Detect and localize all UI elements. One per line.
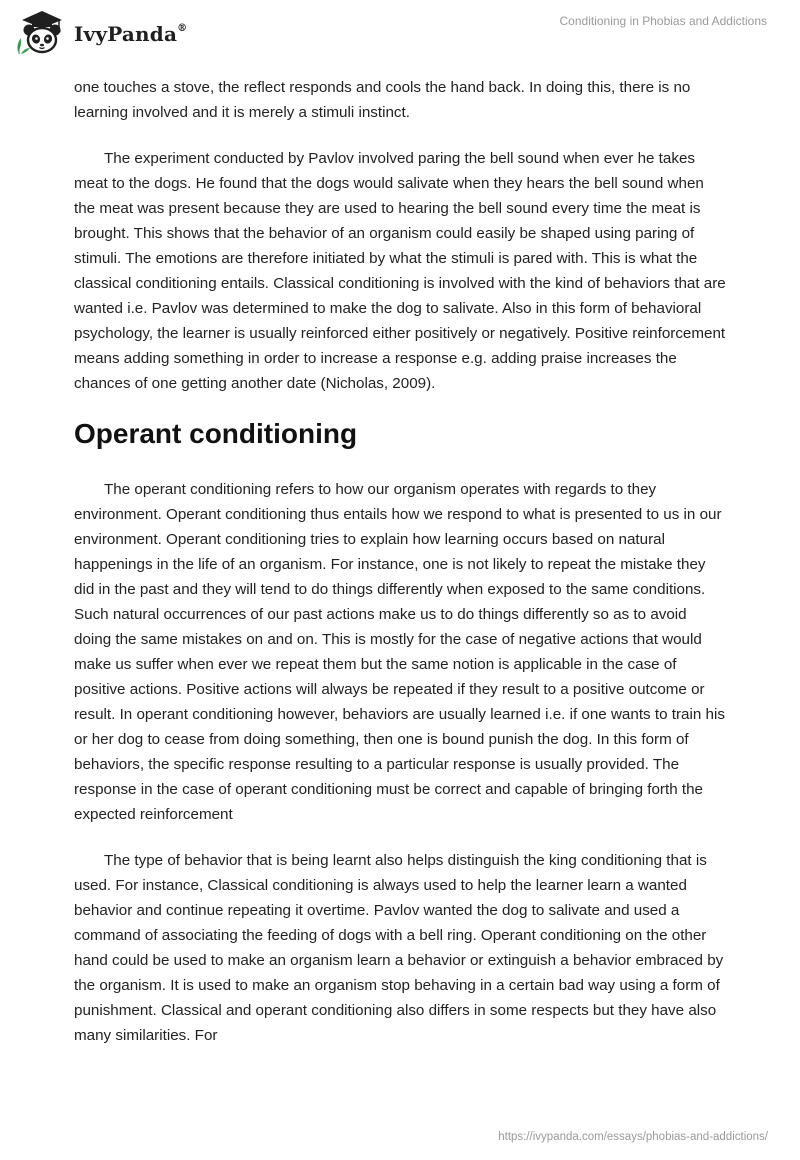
registered-mark: ® xyxy=(177,23,188,35)
ivypanda-logo[interactable] xyxy=(12,8,187,56)
paragraph-2: The experiment conducted by Pavlov involved paring the bell sound when ever he takes meat to the dogs. He found that the dogs would salivate when they hears the bell sound when the meat was present because they are used to hearing the bell sound every time the meat is brought. This shows that the behavior of an organism could easily be shaped using paring of stimuli. The emotions are therefore initiated by what the stimuli is pared with. This is what the classical conditioning entails. Classical conditioning is involved with the kind of behaviors that are wanted i.e. Pavlov was determined to make the dog to salivate. Also in this form of behavioral psychology, the learner is usually reinforced either positively or negatively. Positive reinforcement means adding something in order to increase a response e.g. adding praise increases the chances of one getting another date (Nicholas, 2009). xyxy=(74,150,726,392)
paragraph-1: one touches a stove, the reflect responds and cools the hand back. In doing this, there is no learning involved and it is merely a stimuli instinct. xyxy=(74,79,691,121)
page-header xyxy=(0,0,800,60)
panda-graduate-icon xyxy=(12,8,68,56)
source-url[interactable]: https://ivypanda.com/essays/phobias-and-addictions/ xyxy=(498,1131,768,1143)
brand-name: IvyPanda® xyxy=(74,22,188,46)
paragraph-4: The type of behavior that is being learnt also helps distinguish the king conditioning that is used. For instance, Classical conditioning is always used to help the learner learn a wanted behavior and continue repeating it overtime. Pavlov wanted the dog to salivate and used a command of associating the feeding of dogs with a bell ring. Operant conditioning on the other hand could be used to make an organism learn a behavior or extinguish a behavior embraced by the organism. It is used to make an organism stop behaving in a certain bad way using a form of punishment. Classical and operant conditioning also differs in some respects but they have also many similarities. For xyxy=(74,852,724,1044)
document-title: Conditioning in Phobias and Addictions xyxy=(559,14,767,28)
section-heading: Operant conditioning xyxy=(74,418,358,449)
essay-content xyxy=(74,75,726,1069)
paragraph-3: The operant conditioning refers to how our organism operates with regards to they environment. Operant conditioning thus entails how we respond to what is presented to us in our environment. Operant conditioning tries to explain how learning occurs based on natural happenings in the life of an organism. For instance, one is not likely to repeat the mistake they did in the past and they will tend to do things differently when exposed to the same conditions. Such natural occurrences of our past actions make us to do things differently so as to avoid doing the same mistakes on and on. This is mostly for the case of negative actions that would make us suffer when ever we repeat them but the same notion is applicable in the case of positive actions. Positive actions will always be repeated if they result to a positive outcome or result. In operant conditioning however, behaviors are usually learned i.e. if one wants to train his or her dog to cease from doing something, then one is bound punish the dog. In this form of behaviors, the specific response resulting to a particular response is usually provided. The response in the case of operant conditioning must be correct and capable of bringing forth the expected reinforcement xyxy=(74,481,725,823)
